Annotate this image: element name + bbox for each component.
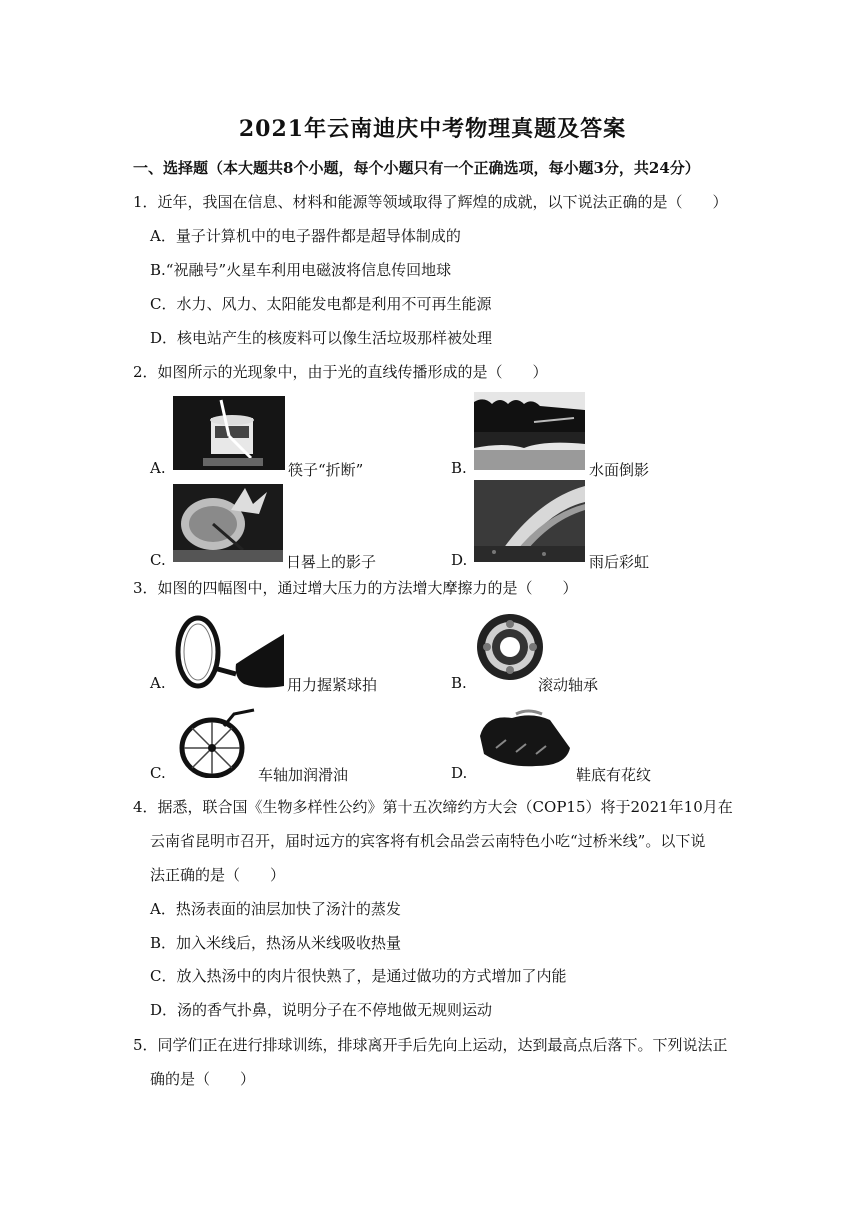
question-4-stem-line-1: 4．据悉，联合国《生物多样性公约》第十五次缔约方大会（COP15）将于2021年10月在 (133, 798, 733, 816)
question-4-option-b: B．加入米线后，热汤从米线吸收热量 (150, 934, 402, 952)
question-3-caption-a: 用力握紧球拍 (287, 676, 378, 694)
question-3-letter-c: C. (150, 764, 166, 782)
page-title: 2021年云南迪庆中考物理真题及答案 (238, 116, 627, 142)
section-heading: 一、选择题（本大题共8个小题，每个小题只有一个正确选项，每小题3分，共24分） (133, 159, 700, 177)
question-1-option-a: A．量子计算机中的电子器件都是超导体制成的 (150, 227, 461, 245)
question-3-letter-a: A. (150, 674, 166, 692)
question-1-option-d: D．核电站产生的核废料可以像生活垃圾那样被处理 (150, 329, 493, 347)
question-3-caption-b: 滚动轴承 (538, 676, 599, 694)
wheel-lubrication-image (176, 706, 256, 778)
question-1-option-c: C．水力、风力、太阳能发电都是利用不可再生能源 (150, 295, 492, 313)
question-3-stem: 3．如图的四幅图中，通过增大压力的方法增大摩擦力的是（ ） (133, 579, 578, 597)
question-2-caption-d: 雨后彩虹 (589, 553, 650, 571)
question-1-stem: 1．近年，我国在信息、材料和能源等领域取得了辉煌的成就，以下说法正确的是（ ） (133, 193, 728, 211)
question-2-caption-a: 筷子“折断” (288, 461, 364, 479)
question-1-option-b: B.“祝融号”火星车利用电磁波将信息传回地球 (150, 261, 452, 279)
question-4-option-d: D．汤的香气扑鼻，说明分子在不停地做无规则运动 (150, 1001, 493, 1019)
question-3-caption-c: 车轴加润滑油 (258, 766, 349, 784)
rainbow-spray-image (474, 480, 585, 562)
question-4-stem-line-2: 云南省昆明市召开，届时远方的宾客将有机会品尝云南特色小吃“过桥米线”。以下说 (150, 832, 706, 850)
rolling-bearing-image (474, 610, 546, 684)
question-5-stem-line-2: 确的是（ ） (150, 1070, 256, 1088)
chopsticks-in-glass-image (173, 396, 285, 470)
racket-grip-image (174, 612, 284, 692)
question-2-stem: 2．如图所示的光现象中，由于光的直线传播形成的是（ ） (133, 363, 548, 381)
question-5-stem-line-1: 5．同学们正在进行排球训练，排球离开手后先向上运动，达到最高点后落下。下列说法正 (133, 1036, 728, 1054)
question-4-option-c: C．放入热汤中的肉片很快熟了，是通过做功的方式增加了内能 (150, 967, 567, 985)
question-2-letter-c: C. (150, 551, 166, 569)
question-2-letter-d: D. (451, 551, 468, 569)
question-3-letter-d: D. (451, 764, 468, 782)
shoe-sole-image (476, 708, 572, 770)
question-2-caption-c: 日晷上的影子 (286, 553, 377, 571)
question-2-caption-b: 水面倒影 (589, 461, 650, 479)
sundial-image (173, 484, 283, 562)
question-3-caption-d: 鞋底有花纹 (576, 766, 652, 784)
question-4-stem-line-3: 法正确的是（ ） (150, 866, 286, 884)
question-2-letter-b: B. (451, 459, 467, 477)
question-2-letter-a: A. (150, 459, 166, 477)
question-4-option-a: A．热汤表面的油层加快了汤汁的蒸发 (150, 900, 401, 918)
water-reflection-image (474, 392, 585, 470)
question-3-letter-b: B. (451, 674, 467, 692)
